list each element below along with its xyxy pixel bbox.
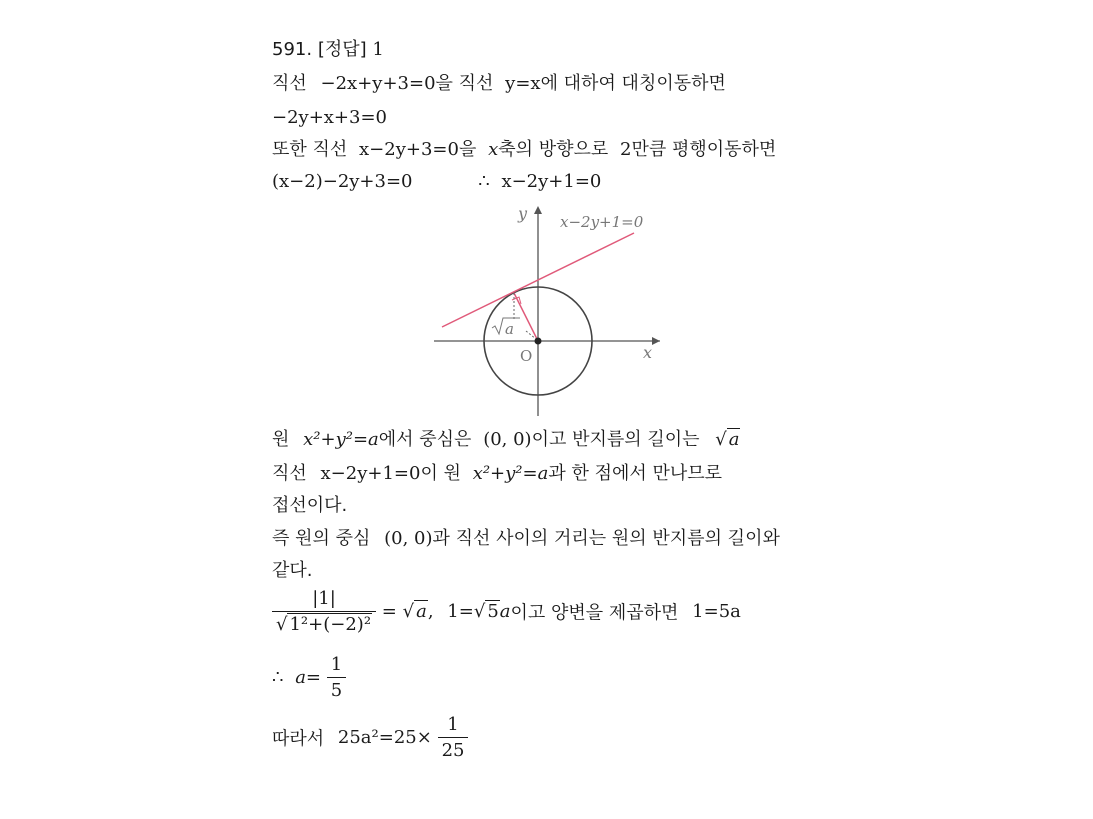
radius-label: a [505,320,514,338]
center-coords: (0, 0) [483,429,532,450]
text: 직선 [272,463,307,484]
equation: y=x [505,73,541,94]
equation: 25a²=25× [337,727,432,748]
text: 에 대하여 대칭이동하면 [540,73,726,94]
circle-tangent-diagram [428,200,678,420]
sqrt-sign-icon: √ [276,614,288,635]
text: 같다. [272,560,313,581]
equation: x²+y²=a [472,463,549,484]
text: 과 직선 사이의 거리는 원의 반지름의 길이와 [432,528,780,549]
radicand: 5 [487,601,499,622]
denominator [272,612,376,635]
equation: x−2y+3=0 [359,139,459,160]
y-axis-arrow-icon [534,206,542,214]
radicand: 1²+(−2)² [289,614,372,635]
text: 을 직선 [435,73,494,94]
problem-header [272,38,384,62]
solution-line-8 [272,527,780,551]
text: 직선 [272,73,307,94]
x-axis-label: x [643,343,653,362]
solution-line-12 [272,714,468,761]
numerator: |1| [272,588,376,612]
variable: a [499,601,511,622]
comma: , [427,601,434,622]
text: 또한 직선 [272,139,348,160]
origin-point [535,338,542,345]
answer-fraction [327,654,346,701]
equation: (x−2)−2y+3=0 [272,171,413,192]
text: 에서 중심은 [378,429,472,450]
center-coords: (0, 0) [384,528,433,549]
origin-label: O [520,347,533,365]
final-fraction [438,714,469,761]
therefore-symbol: ∴ [272,667,284,688]
solution-line-6 [272,462,722,486]
sqrt-sign-icon: √ [402,601,415,622]
text: 접선이다. [272,495,348,516]
y-axis-label: y [518,204,528,223]
equals: = [381,601,397,622]
text: 만큼 평행이동하면 [631,139,777,160]
text: 즉 원의 중심 [272,528,371,549]
text: 축의 방향으로 [498,139,609,160]
sqrt-a [715,429,740,450]
equation: 1= [447,601,474,622]
equation: x−2y+1=0 [320,463,421,484]
sqrt-sign-icon: √ [715,429,727,450]
text: 원 [272,429,290,450]
solution-line-9 [272,559,313,583]
variable: x [488,139,499,160]
equation: x−2y+1=0 [501,171,602,192]
problem-number: 591. [272,39,313,60]
denominator: 25 [441,740,465,761]
solution-line-7 [272,494,347,518]
sqrt-sign-icon: √ [473,601,486,622]
text: 이 원 [420,463,461,484]
line-label: x−2y+1=0 [560,213,644,231]
text: 을 [458,139,477,160]
numerator: 1 [327,654,346,678]
equation: 1=5a [692,601,741,622]
solution-line-5 [272,428,740,452]
answer-tag: [정답] [317,39,367,60]
solution-line-11 [272,654,346,701]
radicand: a [728,429,740,450]
solution-line-4 [272,170,601,194]
sqrt-a [403,600,428,622]
sqrt-5 [474,600,500,622]
numerator: 1 [438,714,469,738]
x-axis-arrow-icon [652,337,660,345]
answer-value: 1 [372,39,384,60]
number: 2 [620,139,632,160]
distance-fraction [272,588,376,635]
solution-line-10 [272,588,741,635]
therefore-symbol: ∴ [478,171,490,192]
text: 따라서 [272,728,325,750]
radicand: a [416,601,427,622]
equation: −2x+y+3=0 [320,73,436,94]
text: 과 한 점에서 만나므로 [548,463,722,484]
equation: −2y+x+3=0 [272,107,388,128]
radius-segment [514,293,538,341]
denominator: 5 [330,680,343,701]
text: 이고 양변을 제곱하면 [510,602,679,624]
text: 이고 반지름의 길이는 [531,429,700,450]
equation: x²+y²=a [303,429,379,450]
solution-line-3 [272,138,776,162]
solution-line-2 [272,106,387,130]
solution-line-1 [272,72,726,96]
equation: a= [295,667,322,688]
